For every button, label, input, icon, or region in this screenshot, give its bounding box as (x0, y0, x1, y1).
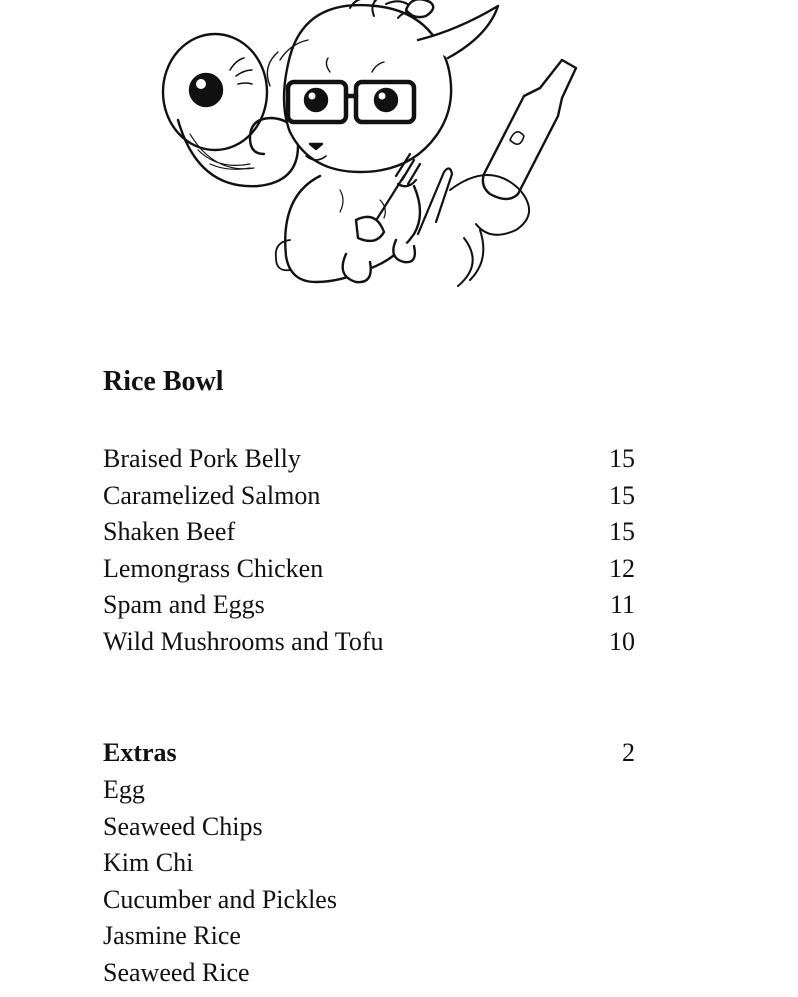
extras-item: Kim Chi (103, 848, 194, 878)
menu-item (103, 624, 635, 661)
menu-item-name: Braised Pork Belly (103, 444, 301, 473)
extras-item: Seaweed Chips (103, 811, 263, 841)
extras-item: Egg (103, 775, 145, 804)
menu-item (103, 587, 635, 624)
menu-item-name: Spam and Eggs (103, 590, 265, 620)
mascot-illustration (150, 0, 610, 300)
extras-list (103, 772, 337, 992)
extras-item: Cucumber and Pickles (103, 884, 337, 914)
menu-item (103, 441, 635, 478)
section-title-rice-bowl: Rice Bowl (103, 366, 224, 397)
extras-item: Jasmine Rice (103, 921, 241, 951)
section-title-extras: Extras (103, 738, 177, 767)
extras-price: 2 (622, 738, 635, 767)
menu-item-price: 15 (609, 444, 635, 473)
menu-item-name: Caramelized Salmon (103, 480, 321, 510)
menu-item-name: Wild Mushrooms and Tofu (103, 626, 384, 656)
menu-item-price: 10 (609, 626, 635, 656)
menu-item-price: 15 (609, 480, 635, 510)
extras-item: Seaweed Rice (103, 957, 250, 987)
menu-item (103, 478, 635, 515)
menu-item-price: 12 (609, 553, 635, 583)
extras-header (103, 735, 635, 772)
menu-item (103, 514, 635, 551)
menu-item-price: 11 (609, 590, 635, 620)
menu-item-name: Lemongrass Chicken (103, 553, 324, 583)
menu-item-price: 15 (609, 517, 635, 547)
rice-bowl-menu-list (103, 441, 635, 661)
menu-item (103, 551, 635, 588)
menu-item-name: Shaken Beef (103, 517, 236, 547)
